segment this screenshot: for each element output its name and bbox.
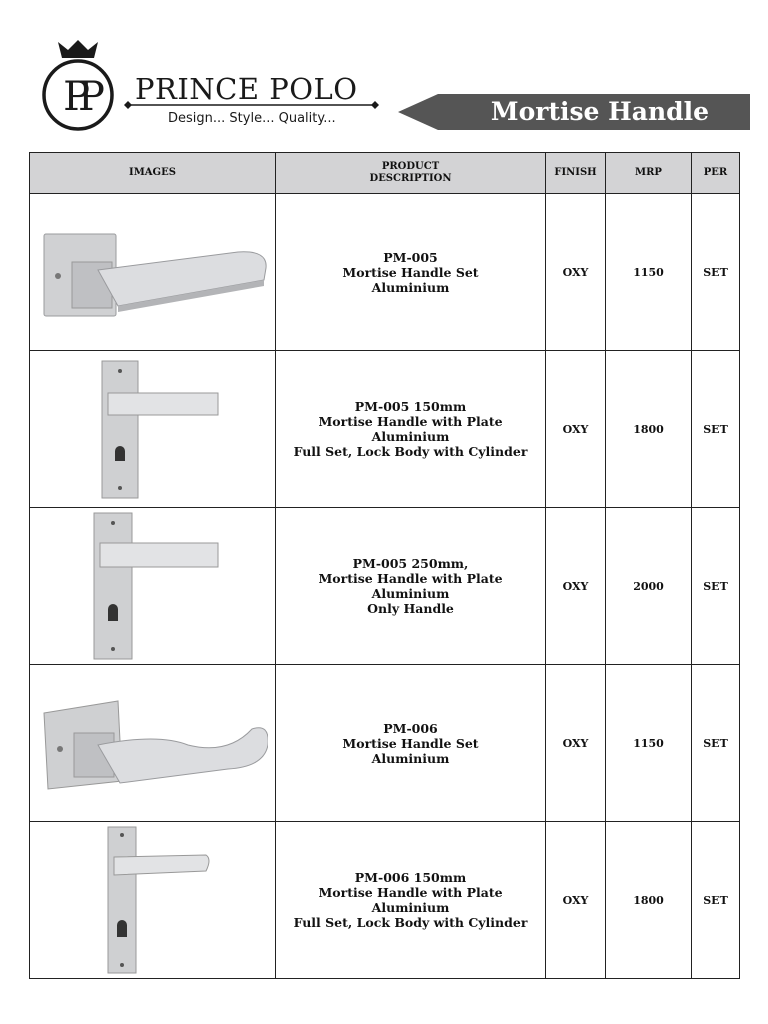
mrp-cell: 1800 [606,822,692,979]
header-description-line: DESCRIPTION [369,173,452,184]
finish-cell: OXY [546,822,606,979]
table-row [30,508,740,665]
logo-monogram: PP [63,74,93,120]
product-description [276,508,546,665]
product-image-cell [30,508,276,665]
description-line: Aluminium [371,750,450,766]
finish-cell: OXY [546,194,606,351]
description-line: Full Set, Lock Body with Cylinder [293,444,528,459]
description-line: Aluminium [371,586,450,601]
brand-tagline: Design... Style... Quality... [168,111,336,126]
long-plate-lever-handle-icon [78,511,228,661]
square-rose-lever-handle-icon [38,222,268,322]
description-line: Mortise Handle Set [342,735,479,751]
finish-cell: OXY [546,508,606,665]
header-per: PER [692,153,740,194]
table-row [30,665,740,822]
description-line: Mortise Handle with Plate [318,414,503,429]
mrp-cell: 1150 [606,665,692,822]
description-line: PM-005 [383,249,438,265]
description-line: PM-005 150mm [354,399,467,414]
mrp-cell: 1800 [606,351,692,508]
product-image-cell [30,822,276,979]
finish-cell: OXY [546,351,606,508]
table-header-row [30,153,740,194]
description-line: Aluminium [371,429,450,444]
brand-name: PRINCE POLO [135,72,358,106]
crown-icon [58,40,98,58]
header-description [276,153,546,194]
header-finish: FINISH [546,153,606,194]
mrp-cell: 1150 [606,194,692,351]
description-line: PM-006 [383,720,438,736]
description-line: Mortise Handle Set [342,264,479,280]
table-row [30,822,740,979]
description-line: Full Set, Lock Body with Cylinder [293,915,528,930]
product-image-cell [30,351,276,508]
description-line: PM-006 150mm [354,870,467,885]
per-cell: SET [692,508,740,665]
per-cell: SET [692,822,740,979]
per-cell: SET [692,665,740,822]
description-line: Aluminium [371,279,450,295]
description-line: Only Handle [367,601,454,616]
table-row [30,194,740,351]
product-table [29,152,740,979]
product-description [276,194,546,351]
product-description [276,822,546,979]
description-line: Aluminium [371,900,450,915]
page-title: Mortise Handle [490,97,710,126]
description-line: Mortise Handle with Plate [318,885,503,900]
product-image-cell [30,665,276,822]
header-mrp: MRP [606,153,692,194]
plate-curved-lever-handle-icon [88,825,218,975]
product-image-cell [30,194,276,351]
finish-cell: OXY [546,665,606,822]
mrp-cell: 2000 [606,508,692,665]
per-cell: SET [692,194,740,351]
description-line: PM-005 250mm, [352,556,469,571]
per-cell: SET [692,351,740,508]
table-row [30,351,740,508]
description-line: Mortise Handle with Plate [318,571,503,586]
product-description [276,665,546,822]
product-description [276,351,546,508]
curved-rose-lever-handle-icon [38,693,268,793]
plate-lever-handle-icon [78,357,228,502]
header-images: IMAGES [30,153,276,194]
header-description-line: PRODUCT [381,161,440,172]
